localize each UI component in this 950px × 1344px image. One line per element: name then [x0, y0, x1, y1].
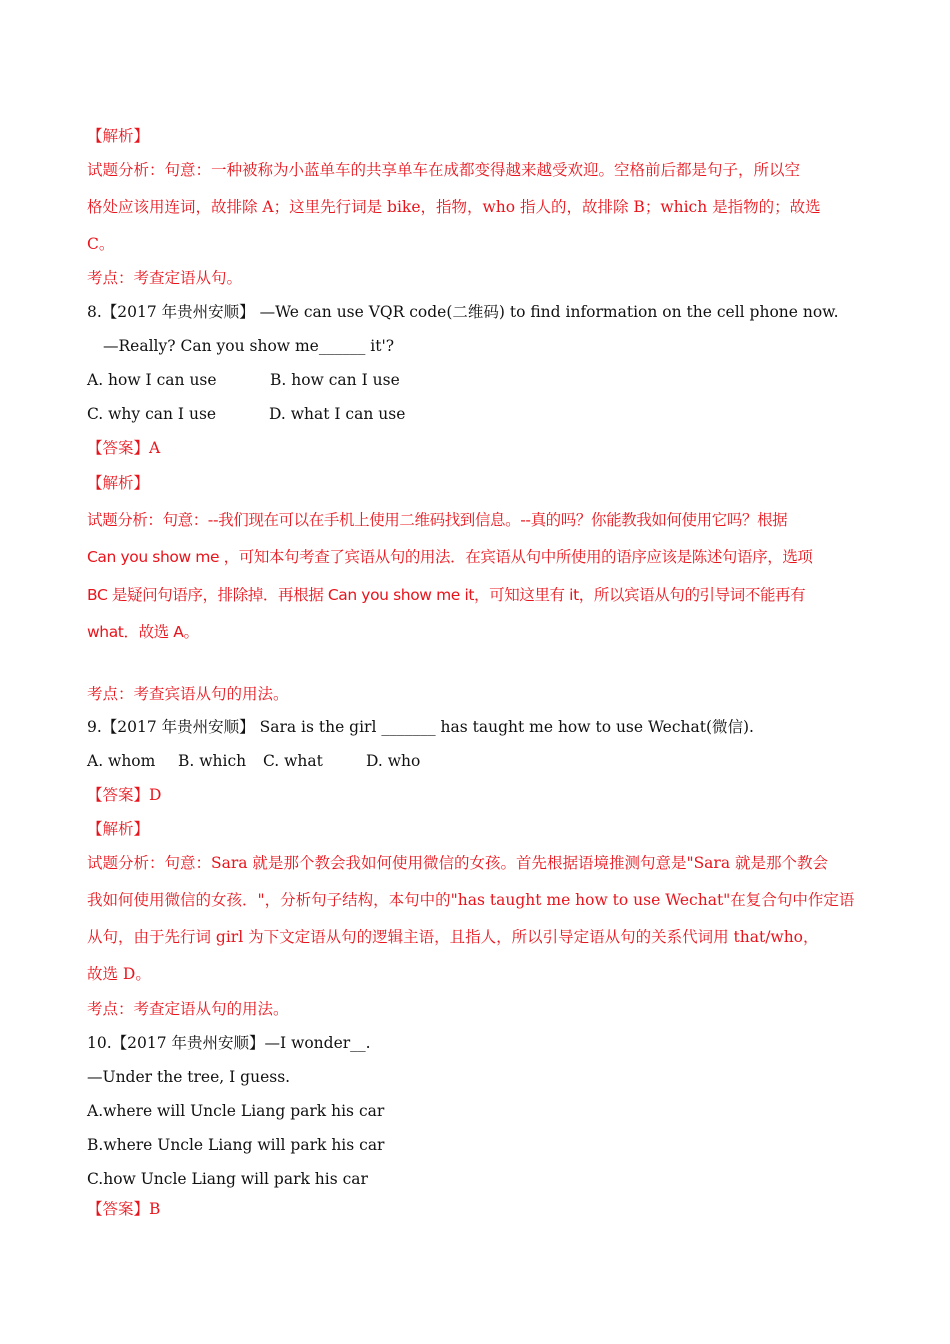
- q10-answer: 【答案】B: [87, 1200, 161, 1218]
- q10-option-c: C.how Uncle Liang will park his car: [87, 1170, 368, 1188]
- q8-analysis-line-4: what．故选 A。: [87, 623, 199, 641]
- q7-analysis-label: 【解析】: [87, 127, 150, 145]
- q8-analysis-line-3: BC 是疑问句语序，排除掉．再根据 Can you show me it，可知这里有 it，所以宾语从句的引导词不能再有: [87, 586, 806, 604]
- q8-stem: 8.【2017 年贵州安顺】 —We can use VQR code(二维码) to find information on the cell phone now.: [87, 303, 839, 321]
- q10-blank: __: [350, 1034, 366, 1052]
- q9-option-d: D. who: [366, 752, 421, 770]
- q9-stem-post: has taught me how to use Wechat(微信).: [435, 718, 754, 736]
- q7-analysis-line-3: C。: [87, 235, 115, 253]
- q7-kaodian: 考点：考查定语从句。: [87, 269, 243, 287]
- q10-stem-post: .: [365, 1034, 371, 1052]
- q8-analysis-label: 【解析】: [87, 474, 150, 492]
- q7-analysis-line-2: 格处应该用连词，故排除 A；这里先行词是 bike，指物，who 指人的，故排除 B；which 是指物的；故选: [87, 198, 821, 216]
- q9-answer: 【答案】D: [87, 786, 162, 804]
- q8-analysis-line-1: 试题分析：句意：--我们现在可以在手机上使用二维码找到信息。--真的吗？你能教我如何使用它吗？根据: [87, 511, 788, 529]
- q9-blank: _______: [381, 718, 436, 736]
- q8-option-d: D. what I can use: [269, 405, 406, 423]
- q8-kaodian: 考点：考查宾语从句的用法。: [87, 685, 289, 703]
- q10-stem: [87, 1033, 371, 1053]
- q8-stem-reply: —Really? Can you show me______ it'?: [103, 337, 395, 355]
- q10-option-b: B.where Uncle Liang will park his car: [87, 1136, 385, 1154]
- q10-option-a: A.where will Uncle Liang park his car: [87, 1102, 385, 1120]
- q8-option-a: A. how I can use: [87, 371, 217, 389]
- q10-stem-pre: 10.【2017 年贵州安顺】—I wonder: [87, 1034, 351, 1052]
- q9-analysis-label: 【解析】: [87, 820, 150, 838]
- q10-stem-reply: —Under the tree, I guess.: [87, 1068, 291, 1086]
- q9-kaodian: 考点：考查定语从句的用法。: [87, 1000, 289, 1018]
- q9-analysis-line-4: 故选 D。: [87, 965, 151, 983]
- q7-analysis-line-1: 试题分析：句意：一种被称为小蓝单车的共享单车在成都变得越来越受欢迎。空格前后都是句子，所以空: [87, 161, 801, 179]
- q9-option-c: C. what: [263, 752, 323, 770]
- q8-analysis-line-2: Can you show me ，可知本句考查了宾语从句的用法．在宾语从句中所使用的语序应该是陈述句语序，选项: [87, 548, 813, 566]
- q8-answer: 【答案】A: [87, 439, 161, 457]
- q8-option-c: C. why can I use: [87, 405, 217, 423]
- q9-option-b: B. which: [178, 752, 247, 770]
- q9-stem-pre: 9.【2017 年贵州安顺】 Sara is the girl: [87, 718, 382, 736]
- q8-option-b: B. how can I use: [270, 371, 400, 389]
- q9-stem: [87, 717, 754, 737]
- q9-analysis-line-1: 试题分析：句意：Sara 就是那个教会我如何使用微信的女孩。首先根据语境推测句意是"Sara 就是那个教会: [87, 854, 829, 872]
- q9-option-a: A. whom: [87, 752, 156, 770]
- q9-analysis-line-2: 我如何使用微信的女孩．"，分析句子结构，本句中的"has taught me how to use Wechat"在复合句中作定语: [87, 891, 855, 909]
- q9-analysis-line-3: 从句，由于先行词 girl 为下文定语从句的逻辑主语，且指人，所以引导定语从句的关系代词用 that/who，: [87, 928, 819, 946]
